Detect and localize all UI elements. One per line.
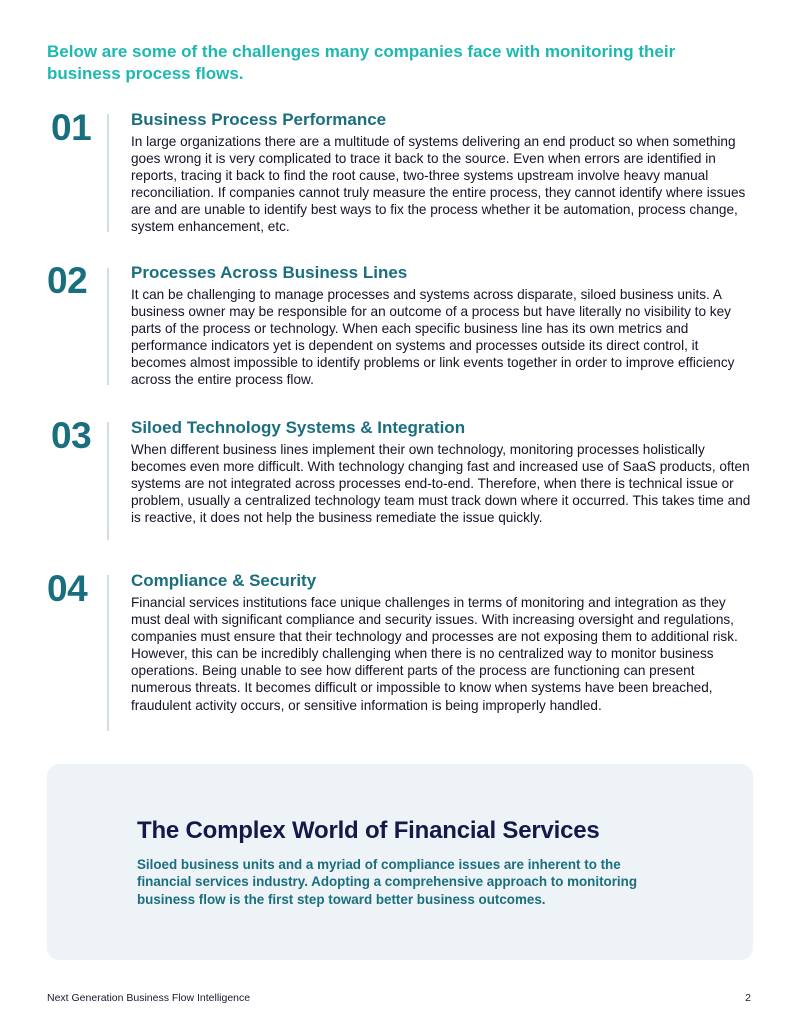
section-body: Financial services institutions face unique challenges in terms of monitoring and integration as they must deal with significant compliance and security issues. With increasing oversight and regulations, companies must ensure that their technology and processes are not exposing them to additional risk. However, this can be incredibly challenging when there is no centralized way to monitor business operations. Being unable to see how different parts of the process are functioning can present numerous threats. It becomes difficult or impossible to know when systems have been breached, fraudulent activity occurs, or sensitive information is being improperly handled. <box>131 595 738 713</box>
section-number: 03 <box>51 415 92 456</box>
section-divider <box>107 268 109 385</box>
section-number: 02 <box>47 260 88 301</box>
section-divider <box>107 575 109 731</box>
section-title: Compliance & Security <box>131 571 317 590</box>
page-number: 2 <box>745 992 751 1004</box>
section-number: 01 <box>51 107 92 148</box>
section-divider <box>107 114 109 232</box>
section-title: Business Process Performance <box>131 110 387 129</box>
callout-box <box>47 764 753 960</box>
section-divider <box>107 422 109 540</box>
footer-document-title: Next Generation Business Flow Intelligence <box>47 992 251 1004</box>
section-body: It can be challenging to manage processes and systems across disparate, siloed business units. A business owner may be responsible for an outcome of a process but have literally no visibility to key parts of the process or technology. When each specific business line has its own metrics and performance indicators yet is dependent on systems and processes outside its direct control, it becomes almost impossible to identify problems or link events together in order to improve efficiency across the entire process flow. <box>131 287 735 388</box>
intro-heading: Below are some of the challenges many companies face with monitoring their business process flows. <box>47 42 676 83</box>
callout-text: Siloed business units and a myriad of compliance issues are inherent to the financial services industry. Adopting a comprehensive approach to monitoring business flow is the first step toward better business outcomes. <box>137 857 638 907</box>
callout-title: The Complex World of Financial Services <box>137 817 600 844</box>
section-title: Processes Across Business Lines <box>131 263 408 282</box>
section-body: When different business lines implement their own technology, monitoring processes holistically becomes even more difficult. With technology changing fast and increased use of SaaS products, often systems are not integrated across processes end-to-end. Therefore, when there is technical issue or problem, usually a centralized technology team must track down where it occurred. This takes time and is reactive, it does not help the business remediate the issue quickly. <box>131 442 751 526</box>
section-title: Siloed Technology Systems & Integration <box>131 418 466 437</box>
section-body: In large organizations there are a multitude of systems delivering an end product so when something goes wrong it is very complicated to trace it back to the source. Even when errors are identified in reports, tracing it back to find the root cause, two-three systems upstream involve heavy manual reconciliation. If companies cannot truly measure the entire process, they cannot identify where issues are and are unable to identify best ways to fix the process whether it be automation, process change, system enhancement, etc. <box>131 134 746 235</box>
section-number: 04 <box>47 568 88 609</box>
